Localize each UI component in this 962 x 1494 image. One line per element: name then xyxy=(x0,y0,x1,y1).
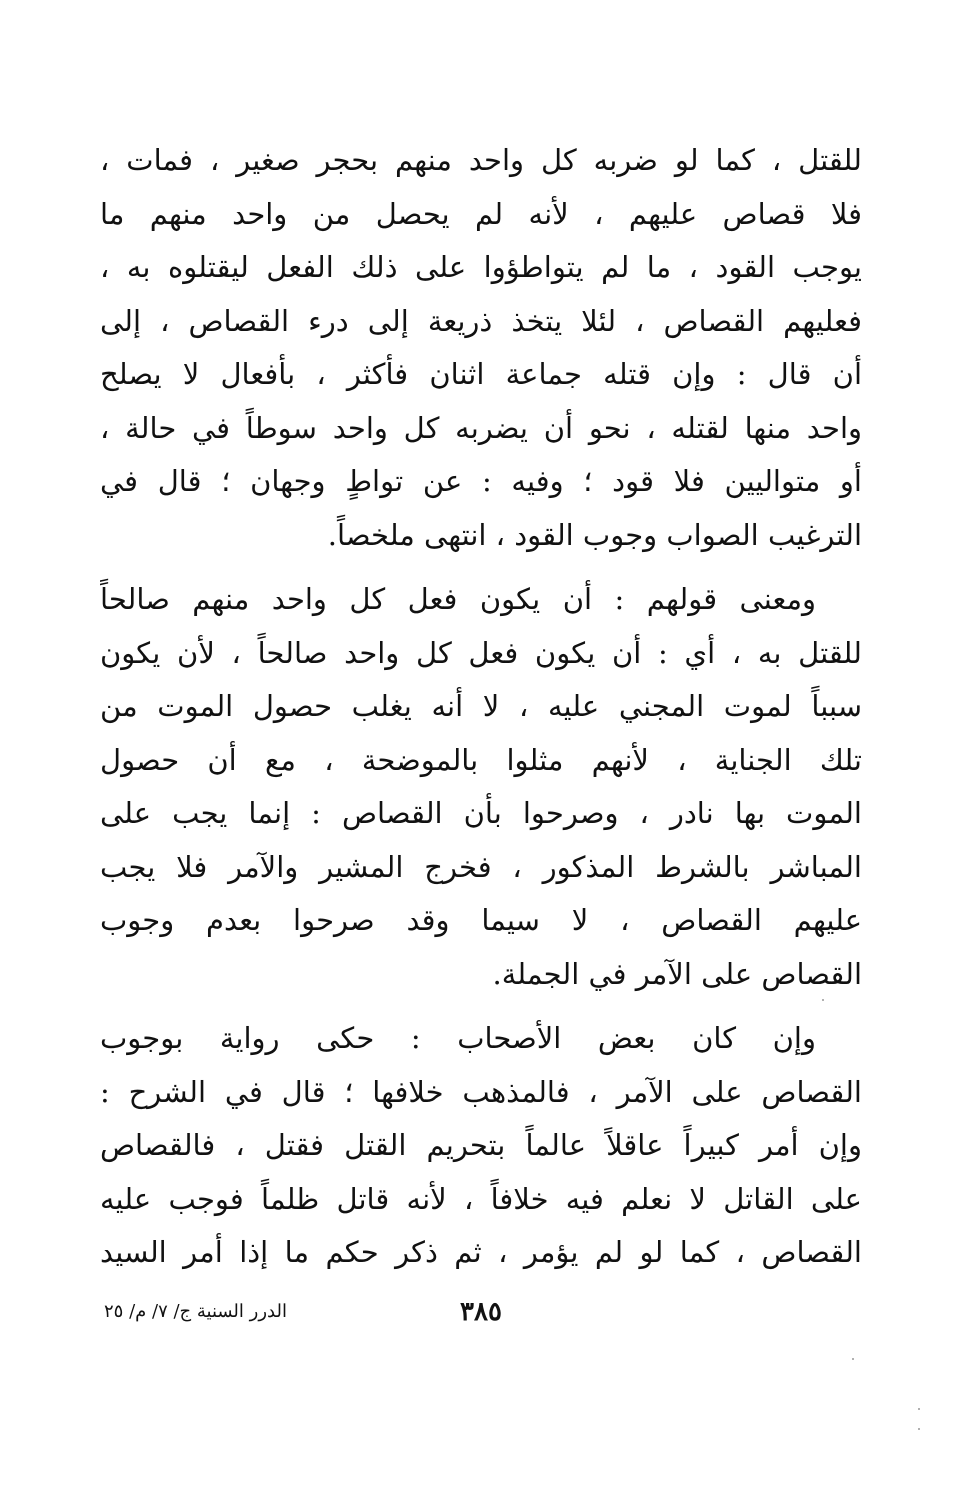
text-line: القصاص ، كما لو لم يؤمر ، ثم ذكر حكم ما إذا أمر السيد xyxy=(100,1235,862,1269)
paragraph-2 xyxy=(100,573,862,1001)
text-line: واحد منها لقتله ، نحو أن يضربه كل واحد سوطاً في حالة ، xyxy=(100,410,862,445)
text-line: أو متواليين فلا قود ؛ وفيه : عن تواطٍ وجهان ؛ قال في xyxy=(100,464,862,498)
scan-speck xyxy=(852,1358,854,1360)
text-line: فعليهم القصاص ، لئلا يتخذ ذريعة إلى درء القصاص ، إلى xyxy=(100,303,862,338)
text-line: الترغيب الصواب وجوب القود ، انتهى ملخصاً. xyxy=(327,517,862,552)
text-line: فلا قصاص عليهم ، لأنه لم يحصل من واحد منهم ما xyxy=(100,196,862,231)
text-line: يوجب القود ، ما لم يتواطؤوا على ذلك الفعل ليقتلوه به ، xyxy=(100,250,862,284)
text-line: الموت بها نادر ، وصرحوا بأن القصاص : إنما يجب على xyxy=(100,796,862,830)
paragraph-1 xyxy=(100,134,862,562)
text-line: وإن أمر كبيراً عاقلاً عالماً بتحريم القتل فقتل ، فالقصاص xyxy=(100,1128,862,1162)
text-line: القصاص على الآمر في الجملة. xyxy=(492,956,862,991)
text-line: سبباً لموت المجني عليه ، لا أنه يغلب حصول الموت من xyxy=(100,689,862,723)
footer-source-reference: الدرر السنية ج/ ٧/ م/ ٢٥ xyxy=(104,1301,287,1322)
text-line: المباشر بالشرط المذكور ، فخرج المشير والآمر فلا يجب xyxy=(100,849,862,884)
text-line: القصاص على الآمر ، فالمذهب خلافها ؛ قال في الشرح : xyxy=(100,1074,862,1109)
scan-speck xyxy=(822,999,824,1001)
text-line: تلك الجناية ، لأنهم مثلوا بالموضحة ، مع أن حصول xyxy=(100,742,862,777)
text-line: على القاتل لا نعلم فيه خلافاً ، لأنه قاتل ظلماً فوجب عليه xyxy=(100,1181,862,1216)
scan-speck xyxy=(918,1428,920,1430)
paragraph-3 xyxy=(100,1012,862,1280)
scan-speck xyxy=(918,1408,920,1410)
text-line: أن قال : وإن قتله جماعة اثنان فأكثر ، بأفعال لا يصلح xyxy=(100,357,862,391)
page-footer xyxy=(100,1292,862,1332)
text-line: ومعنى قولهم : أن يكون فعل كل واحد منهم صالحاً xyxy=(100,582,816,616)
text-line: للقتل به ، أي : أن يكون فعل كل واحد صالحاً ، لأن يكون xyxy=(100,635,862,670)
page-number: ٣٨٥ xyxy=(460,1297,502,1327)
text-line: للقتل ، كما لو ضربه كل واحد منهم بحجر صغير ، فمات ، xyxy=(100,143,862,177)
text-line: عليهم القصاص ، لا سيما وقد صرحوا بعدم وجوب xyxy=(100,903,862,937)
text-line: وإن كان بعض الأصحاب : حكى رواية بوجوب xyxy=(100,1021,816,1055)
